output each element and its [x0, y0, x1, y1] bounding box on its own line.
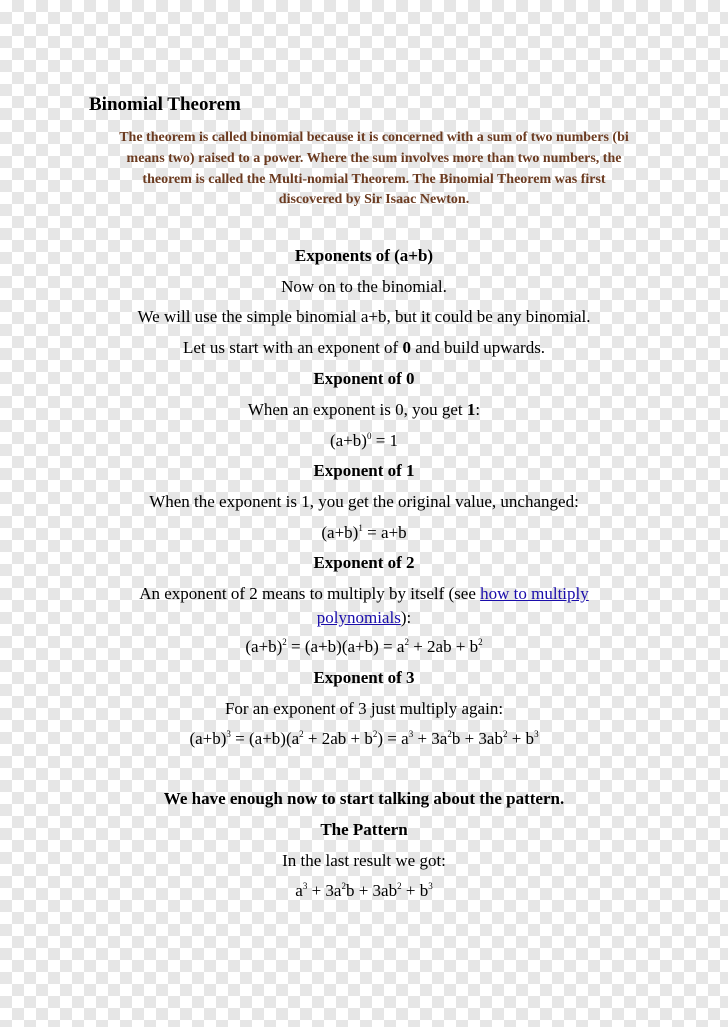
formula-exponent-3: $(a+b)^3 = (a+b)(a^2 + 2ab + b^2) = a^3 + 3a^2b + 3ab^2 + b^3$	[189, 729, 539, 748]
start-exponent-line: Let us start with an exponent of 0 and build upwards.	[182, 338, 546, 357]
simple-binomial-line: We will use the simple binomial a+b, but it could be any binomial.	[137, 307, 591, 326]
heading-exponent-1: Exponent of 1	[313, 461, 415, 480]
exponent-1-text: When the exponent is 1, you get the original value, unchanged:	[149, 492, 579, 511]
formula-exponent-0: $(a+b)^0 = 1$	[329, 431, 399, 450]
page-title: Binomial Theorem	[89, 94, 241, 115]
intro-paragraph: The theorem is called binomial because it is concerned with a sum of two numbers (bi means two) raised to a power. Where the sum involves more than two numbers, the theorem is called the Multi-nomial Theorem. The Binomial Theorem was first discovered by Sir Isaac Newton.	[119, 130, 629, 208]
heading-exponent-3: Exponent of 3	[313, 668, 415, 687]
multiply-polynomials-link-cont[interactable]: polynomials	[316, 608, 401, 627]
exponent-3-text: For an exponent of 3 just multiply again:	[224, 699, 504, 718]
heading-exponent-2: Exponent of 2	[313, 553, 415, 572]
pattern-text: In the last result we got:	[282, 851, 446, 870]
exponent-0-text: When an exponent is 0, you get 1:	[247, 400, 481, 419]
binomial-intro-line: Now on to the binomial.	[281, 277, 447, 296]
formula-exponent-2: $(a+b)^2 = (a+b)(a+b) = a^2 + 2ab + b^2$	[245, 637, 483, 656]
formula-exponent-1: $(a+b)^1 = a+b$	[321, 523, 407, 542]
heading-exponent-0: Exponent of 0	[313, 369, 415, 388]
formula-pattern: $a^3 + 3a^2b + 3ab^2 + b^3$	[295, 881, 433, 900]
pattern-lead: We have enough now to start talking about the pattern.	[163, 789, 565, 808]
heading-the-pattern: The Pattern	[320, 820, 408, 839]
multiply-polynomials-link[interactable]: how to multiply	[480, 584, 589, 603]
exponent-2-text-cont: polynomials):	[316, 608, 412, 627]
section-heading-exponents: Exponents of (a+b)	[294, 246, 434, 265]
exponent-2-text: An exponent of 2 means to multiply by itself (see how to multiply	[139, 584, 589, 603]
